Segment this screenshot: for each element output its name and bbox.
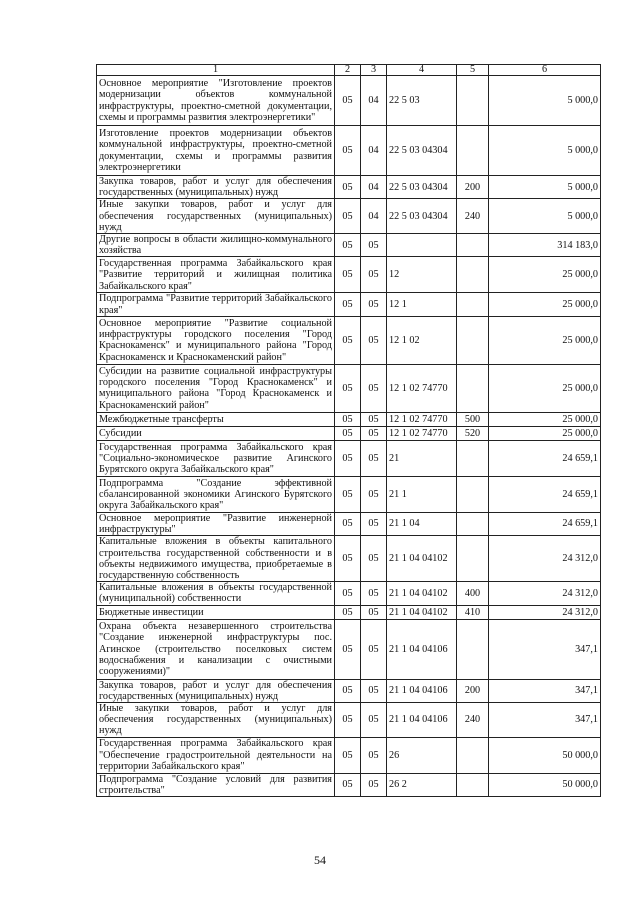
row-name-cell: Бюджетные инвестиции xyxy=(97,605,335,619)
row-c3-cell: 05 xyxy=(361,364,387,412)
row-c3-cell: 05 xyxy=(361,234,387,257)
table-row xyxy=(97,316,601,364)
row-c2-cell: 05 xyxy=(335,476,361,512)
row-name-cell: Капитальные вложения в объекты государственной (муниципальной) собственности xyxy=(97,582,335,605)
row-c4-cell: 21 1 04 04102 xyxy=(387,536,457,582)
row-c3-cell: 05 xyxy=(361,737,387,773)
row-name-cell: Другие вопросы в области жилищно-коммунального хозяйства xyxy=(97,234,335,257)
row-c4-cell: 21 1 04 04106 xyxy=(387,703,457,738)
row-name-cell: Основное мероприятие "Развитие инженерной инфраструктуры" xyxy=(97,512,335,535)
row-name-cell: Государственная программа Забайкальского края "Развитие территорий и жилищная политика Забайкальского края" xyxy=(97,257,335,293)
row-c6-cell: 347,1 xyxy=(489,619,601,679)
row-c3-cell: 05 xyxy=(361,316,387,364)
table-row xyxy=(97,703,601,738)
row-c2-cell: 05 xyxy=(335,605,361,619)
row-c3-cell: 05 xyxy=(361,440,387,476)
row-c5-cell: 200 xyxy=(457,176,489,199)
row-c6-cell: 24 659,1 xyxy=(489,440,601,476)
table-row xyxy=(97,476,601,512)
row-c4-cell: 22 5 03 04304 xyxy=(387,199,457,234)
row-c5-cell: 200 xyxy=(457,679,489,702)
row-c3-cell: 05 xyxy=(361,619,387,679)
row-c4-cell xyxy=(387,234,457,257)
row-c5-cell xyxy=(457,536,489,582)
row-name-cell: Субсидии на развитие социальной инфраструктуры городского поселения "Город Краснокаменск" и муниципального района "Город Краснокаменск и Краснокаменский район" xyxy=(97,364,335,412)
header-col-1: 1 xyxy=(97,65,335,76)
table-row xyxy=(97,679,601,702)
budget-table xyxy=(96,64,601,797)
row-c5-cell xyxy=(457,773,489,796)
table-row xyxy=(97,737,601,773)
row-name-cell: Межбюджетные трансферты xyxy=(97,412,335,426)
row-name-cell: Подпрограмма "Развитие территорий Забайкальского края" xyxy=(97,293,335,316)
budget-table-page xyxy=(96,64,601,797)
row-c5-cell: 500 xyxy=(457,412,489,426)
table-row xyxy=(97,364,601,412)
row-c6-cell: 347,1 xyxy=(489,703,601,738)
row-c4-cell: 21 1 04 04106 xyxy=(387,679,457,702)
table-row xyxy=(97,76,601,126)
row-c5-cell: 240 xyxy=(457,703,489,738)
row-c2-cell: 05 xyxy=(335,257,361,293)
header-col-4: 4 xyxy=(387,65,457,76)
table-row xyxy=(97,176,601,199)
row-c5-cell: 240 xyxy=(457,199,489,234)
table-row xyxy=(97,412,601,426)
row-c6-cell: 314 183,0 xyxy=(489,234,601,257)
row-c2-cell: 05 xyxy=(335,679,361,702)
row-name-cell: Основное мероприятие "Изготовление проектов модернизации объектов коммунальной инфраструктуры, проектно-сметной документации, схемы и программы развития электроэнергетики" xyxy=(97,76,335,126)
row-c4-cell: 26 2 xyxy=(387,773,457,796)
row-c4-cell: 21 1 04 04102 xyxy=(387,582,457,605)
row-c4-cell: 21 1 04 04106 xyxy=(387,619,457,679)
row-c2-cell: 05 xyxy=(335,293,361,316)
header-col-5: 5 xyxy=(457,65,489,76)
row-c6-cell: 24 659,1 xyxy=(489,476,601,512)
row-c6-cell: 347,1 xyxy=(489,679,601,702)
row-c4-cell: 12 1 02 74770 xyxy=(387,412,457,426)
row-name-cell: Подпрограмма "Создание условий для развития строительства" xyxy=(97,773,335,796)
row-c3-cell: 04 xyxy=(361,126,387,176)
row-c3-cell: 05 xyxy=(361,679,387,702)
row-c6-cell: 5 000,0 xyxy=(489,176,601,199)
row-c3-cell: 05 xyxy=(361,293,387,316)
row-c5-cell xyxy=(457,512,489,535)
row-c6-cell: 25 000,0 xyxy=(489,316,601,364)
row-c3-cell: 05 xyxy=(361,703,387,738)
row-c5-cell xyxy=(457,619,489,679)
row-c4-cell: 21 1 04 04102 xyxy=(387,605,457,619)
table-row xyxy=(97,619,601,679)
row-c6-cell: 25 000,0 xyxy=(489,257,601,293)
row-c5-cell xyxy=(457,737,489,773)
row-c6-cell: 5 000,0 xyxy=(489,126,601,176)
row-c2-cell: 05 xyxy=(335,582,361,605)
table-row xyxy=(97,293,601,316)
row-c5-cell: 410 xyxy=(457,605,489,619)
row-name-cell: Иные закупки товаров, работ и услуг для обеспечения государственных (муниципальных) нужд xyxy=(97,703,335,738)
row-c5-cell xyxy=(457,76,489,126)
row-c3-cell: 05 xyxy=(361,412,387,426)
row-c4-cell: 22 5 03 04304 xyxy=(387,176,457,199)
row-name-cell: Государственная программа Забайкальского края "Обеспечение градостроительной деятельности на территории Забайкальского края" xyxy=(97,737,335,773)
row-c5-cell xyxy=(457,234,489,257)
row-c6-cell: 24 312,0 xyxy=(489,582,601,605)
row-c4-cell: 22 5 03 04304 xyxy=(387,126,457,176)
row-c5-cell xyxy=(457,364,489,412)
row-c2-cell: 05 xyxy=(335,364,361,412)
header-col-6: 6 xyxy=(489,65,601,76)
row-c3-cell: 04 xyxy=(361,199,387,234)
row-c6-cell: 24 659,1 xyxy=(489,512,601,535)
row-c2-cell: 05 xyxy=(335,440,361,476)
row-name-cell: Капитальные вложения в объекты капитального строительства государственной собственности и в объекты недвижимого имущества, приобретаемые в государственную собственность xyxy=(97,536,335,582)
row-c3-cell: 05 xyxy=(361,536,387,582)
row-c5-cell xyxy=(457,126,489,176)
row-c4-cell: 12 xyxy=(387,257,457,293)
row-c6-cell: 25 000,0 xyxy=(489,426,601,440)
row-c3-cell: 05 xyxy=(361,512,387,535)
row-c3-cell: 05 xyxy=(361,476,387,512)
row-c2-cell: 05 xyxy=(335,234,361,257)
row-c4-cell: 12 1 xyxy=(387,293,457,316)
row-c6-cell: 50 000,0 xyxy=(489,773,601,796)
row-name-cell: Охрана объекта незавершенного строительства "Создание инженерной инфраструктуры пос. Агинское (строительство поселковых систем водоснабжения и канализации с очистными сооружениями)" xyxy=(97,619,335,679)
row-c4-cell: 12 1 02 74770 xyxy=(387,426,457,440)
row-c2-cell: 05 xyxy=(335,512,361,535)
row-c6-cell: 24 312,0 xyxy=(489,605,601,619)
row-c5-cell xyxy=(457,440,489,476)
row-c6-cell: 25 000,0 xyxy=(489,364,601,412)
row-name-cell: Подпрограмма "Создание эффективной сбалансированной экономики Агинского Бурятского округа Забайкальского края" xyxy=(97,476,335,512)
header-col-2: 2 xyxy=(335,65,361,76)
row-c2-cell: 05 xyxy=(335,199,361,234)
row-c4-cell: 21 1 04 xyxy=(387,512,457,535)
table-row xyxy=(97,536,601,582)
row-c5-cell xyxy=(457,257,489,293)
row-c2-cell: 05 xyxy=(335,412,361,426)
row-c6-cell: 24 312,0 xyxy=(489,536,601,582)
row-c4-cell: 21 xyxy=(387,440,457,476)
row-c5-cell xyxy=(457,476,489,512)
row-c2-cell: 05 xyxy=(335,536,361,582)
row-c2-cell: 05 xyxy=(335,737,361,773)
table-row xyxy=(97,199,601,234)
row-c6-cell: 25 000,0 xyxy=(489,293,601,316)
row-c5-cell: 400 xyxy=(457,582,489,605)
row-c5-cell xyxy=(457,293,489,316)
row-name-cell: Иные закупки товаров, работ и услуг для обеспечения государственных (муниципальных) нужд xyxy=(97,199,335,234)
row-c3-cell: 05 xyxy=(361,773,387,796)
row-name-cell: Основное мероприятие "Развитие социальной инфраструктуры городского поселения "Город Краснокаменск" и муниципального района "Город Краснокаменск и Краснокаменский район" xyxy=(97,316,335,364)
table-row xyxy=(97,426,601,440)
row-c2-cell: 05 xyxy=(335,773,361,796)
row-name-cell: Государственная программа Забайкальского края "Социально-экономическое развитие Агинского Бурятского округа Забайкальского края" xyxy=(97,440,335,476)
row-name-cell: Субсидии xyxy=(97,426,335,440)
row-c4-cell: 26 xyxy=(387,737,457,773)
header-col-3: 3 xyxy=(361,65,387,76)
table-row xyxy=(97,126,601,176)
table-row xyxy=(97,257,601,293)
row-c3-cell: 04 xyxy=(361,176,387,199)
row-name-cell: Изготовление проектов модернизации объектов коммунальной инфраструктуры, проектно-сметной документации, схемы и программы развития электроэнергетики xyxy=(97,126,335,176)
row-c4-cell: 21 1 xyxy=(387,476,457,512)
row-c6-cell: 50 000,0 xyxy=(489,737,601,773)
table-row xyxy=(97,234,601,257)
page-number: 54 xyxy=(314,853,326,867)
row-name-cell: Закупка товаров, работ и услуг для обеспечения государственных (муниципальных) нужд xyxy=(97,176,335,199)
row-c6-cell: 5 000,0 xyxy=(489,199,601,234)
row-c3-cell: 05 xyxy=(361,582,387,605)
row-c2-cell: 05 xyxy=(335,703,361,738)
row-c2-cell: 05 xyxy=(335,426,361,440)
table-row xyxy=(97,440,601,476)
row-c6-cell: 25 000,0 xyxy=(489,412,601,426)
row-c2-cell: 05 xyxy=(335,316,361,364)
row-c2-cell: 05 xyxy=(335,176,361,199)
row-c5-cell: 520 xyxy=(457,426,489,440)
row-c4-cell: 12 1 02 xyxy=(387,316,457,364)
row-c2-cell: 05 xyxy=(335,619,361,679)
row-c4-cell: 22 5 03 xyxy=(387,76,457,126)
row-c4-cell: 12 1 02 74770 xyxy=(387,364,457,412)
row-c3-cell: 05 xyxy=(361,257,387,293)
header-row xyxy=(97,65,601,76)
row-c2-cell: 05 xyxy=(335,76,361,126)
table-row xyxy=(97,605,601,619)
table-row xyxy=(97,773,601,796)
row-c3-cell: 05 xyxy=(361,426,387,440)
row-c3-cell: 05 xyxy=(361,605,387,619)
row-c3-cell: 04 xyxy=(361,76,387,126)
table-row xyxy=(97,582,601,605)
row-c6-cell: 5 000,0 xyxy=(489,76,601,126)
row-c5-cell xyxy=(457,316,489,364)
table-row xyxy=(97,512,601,535)
row-c2-cell: 05 xyxy=(335,126,361,176)
row-name-cell: Закупка товаров, работ и услуг для обеспечения государственных (муниципальных) нужд xyxy=(97,679,335,702)
